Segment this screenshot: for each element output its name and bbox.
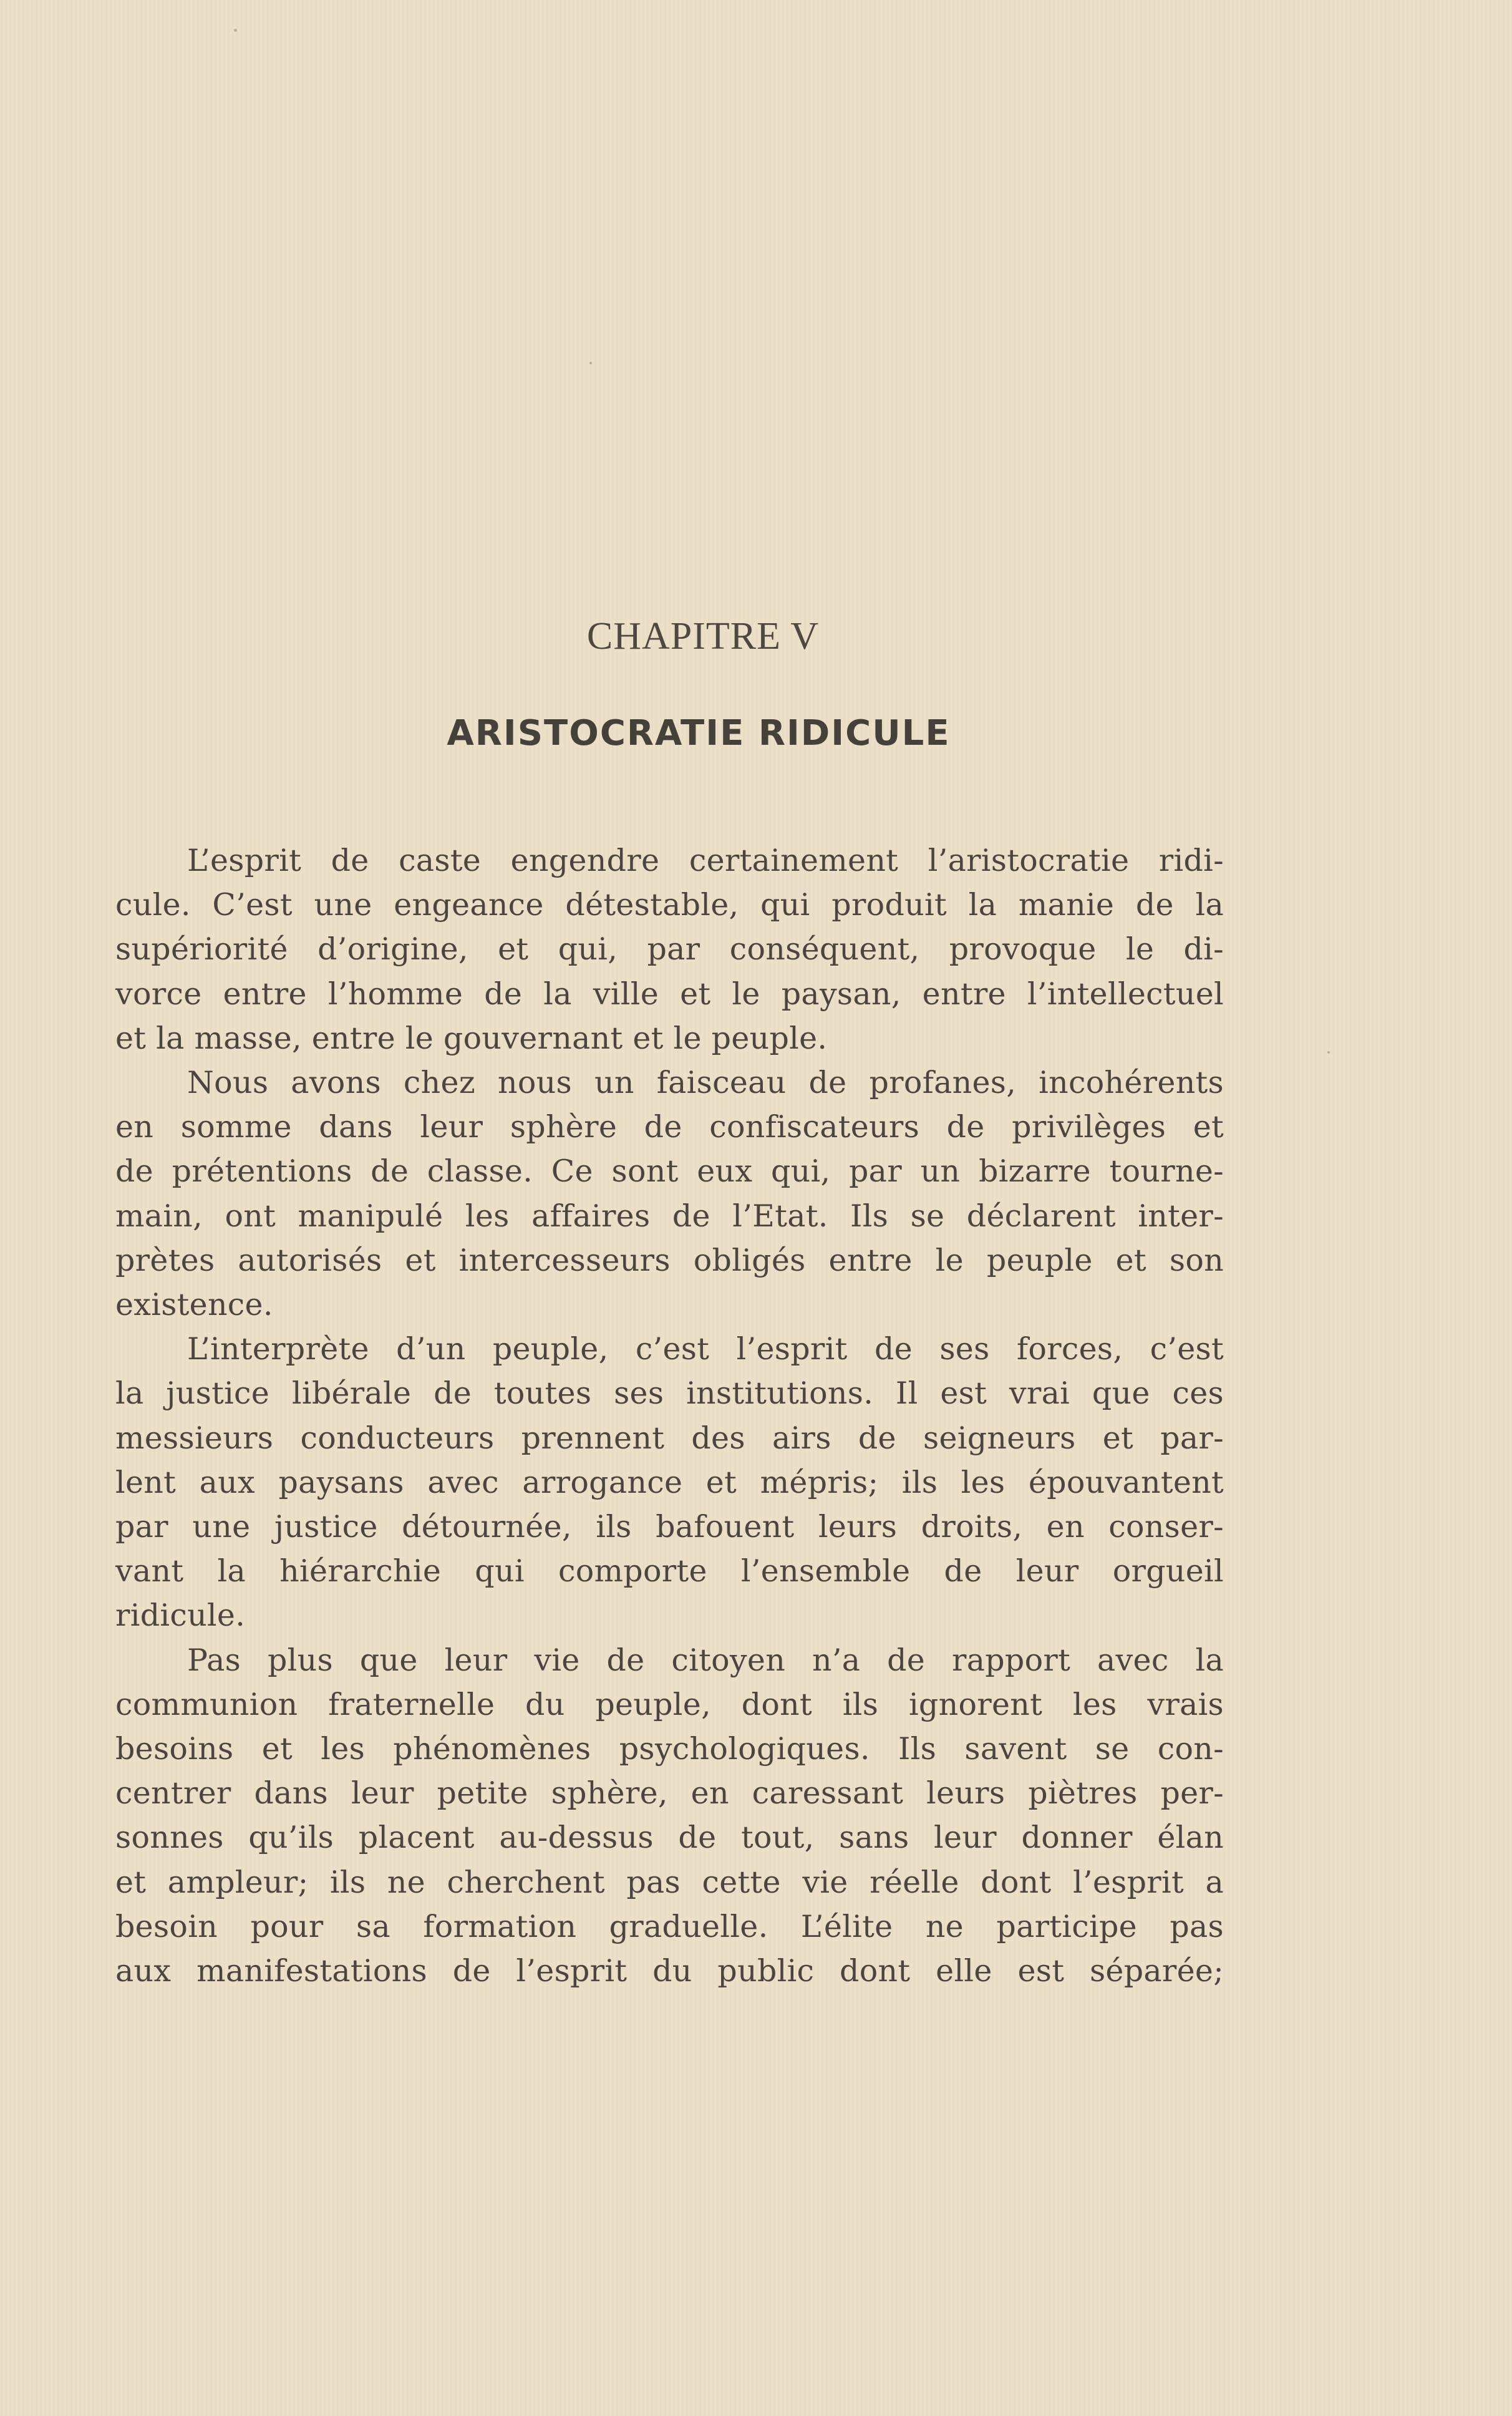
text-line: par une justice détournée, ils bafouent leurs droits, en conser- [115, 1509, 1224, 1545]
text-line: besoins et les phénomènes psychologiques. Ils savent se con- [115, 1731, 1224, 1767]
text-line: supériorité d’origine, et qui, par conséquent, provoque le di- [115, 931, 1224, 968]
text-line: lent aux paysans avec arrogance et mépris; ils les épouvantent [115, 1464, 1224, 1500]
text-line: Pas plus que leur vie de citoyen n’a de rapport avec la [187, 1642, 1224, 1678]
text-line: besoin pour sa formation graduelle. L’élite ne participe pas [115, 1908, 1224, 1944]
text-line: aux manifestations de l’esprit du public dont elle est séparée; [115, 1953, 1224, 1989]
text-line: existence. [115, 1287, 273, 1323]
text-line: et la masse, entre le gouvernant et le peuple. [115, 1020, 828, 1056]
text-line: cule. C’est une engeance détestable, qui produit la manie de la [115, 887, 1224, 923]
text-line: en somme dans leur sphère de confiscateurs de privilèges et [115, 1109, 1224, 1145]
chapter-title: ARISTOCRATIE RIDICULE [447, 713, 951, 754]
paper-speck [1327, 1051, 1330, 1054]
paper-speck [234, 29, 237, 32]
text-line: ridicule. [115, 1598, 246, 1634]
paragraph-4 [115, 1638, 1224, 1994]
text-line: vorce entre l’homme de la ville et le paysan, entre l’intellectuel [115, 976, 1224, 1012]
text-line: communion fraternelle du peuple, dont ils ignorent les vrais [115, 1686, 1224, 1722]
text-line: la justice libérale de toutes ses institutions. Il est vrai que ces [115, 1375, 1224, 1412]
text-line: sonnes qu’ils placent au-dessus de tout, sans leur donner élan [115, 1820, 1224, 1856]
chapter-label: CHAPITRE V [586, 615, 820, 657]
text-line: L’esprit de caste engendre certainement l’aristocratie ridi- [187, 843, 1224, 878]
text-line: et ampleur; ils ne cherchent pas cette vie réelle dont l’esprit a [115, 1864, 1224, 1900]
text-line: Nous avons chez nous un faisceau de profanes, incohérents [187, 1065, 1224, 1101]
text-line: messieurs conducteurs prennent des airs de seigneurs et par- [115, 1420, 1224, 1456]
paragraph-3 [115, 1327, 1224, 1637]
text-line: centrer dans leur petite sphère, en caressant leurs piètres per- [115, 1775, 1224, 1812]
paragraph-1 [115, 838, 1224, 1060]
text-line: prètes autorisés et intercesseurs obligés entre le peuple et son [115, 1242, 1224, 1278]
paper-speck [589, 362, 592, 364]
text-line: vant la hiérarchie qui comporte l’ensemble de leur orgueil [115, 1553, 1224, 1589]
paragraph-2 [115, 1060, 1224, 1327]
text-line: de prétentions de classe. Ce sont eux qui, par un bizarre tourne- [115, 1153, 1224, 1190]
chapter-body [115, 838, 1224, 1993]
text-line: main, ont manipulé les affaires de l’Etat. Ils se déclarent inter- [115, 1198, 1224, 1234]
text-line: L’interprète d’un peuple, c’est l’esprit de ses forces, c’est [187, 1331, 1224, 1367]
